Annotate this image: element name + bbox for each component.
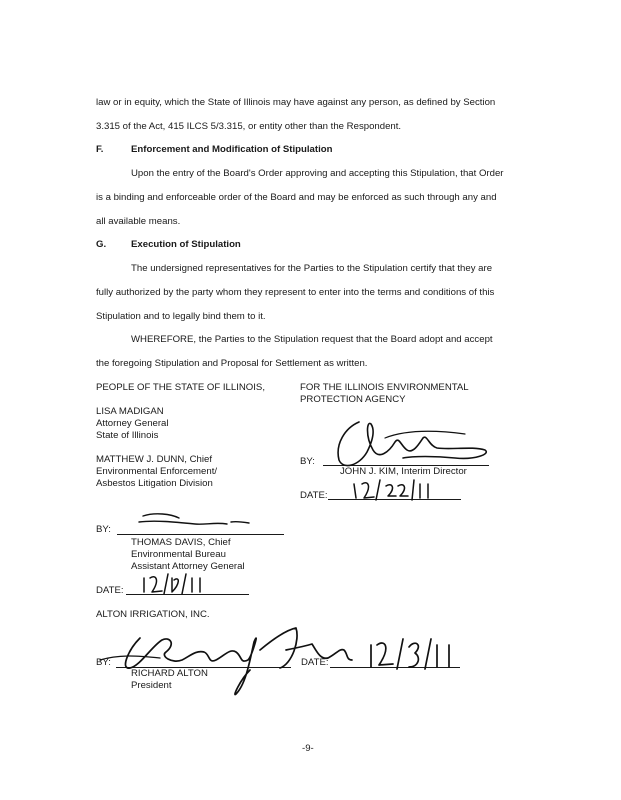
signatory-name: RICHARD ALTON bbox=[131, 668, 208, 679]
signatory-title: President bbox=[131, 680, 172, 691]
handwritten-date-davis bbox=[140, 572, 220, 596]
signatory-title: Environmental Enforcement/ bbox=[96, 466, 218, 477]
company-name: ALTON IRRIGATION, INC. bbox=[96, 609, 210, 620]
signatory-name: JOHN J. KIM, Interim Director bbox=[340, 466, 467, 477]
signatory-title: Environmental Bureau bbox=[131, 549, 226, 560]
signatory-title: Asbestos Litigation Division bbox=[96, 478, 213, 489]
date-label: DATE: bbox=[96, 585, 124, 596]
by-label: BY: bbox=[96, 524, 111, 535]
section-heading: Execution of Stipulation bbox=[131, 239, 241, 250]
signature-line bbox=[117, 534, 284, 535]
paragraph-line: is a binding and enforceable order of the Board and may be enforced as such through any and bbox=[96, 192, 497, 203]
party-left: PEOPLE OF THE STATE OF ILLINOIS, bbox=[96, 382, 265, 393]
paragraph-line: the foregoing Stipulation and Proposal for Settlement as written. bbox=[96, 358, 368, 369]
paragraph-line: all available means. bbox=[96, 216, 181, 227]
handwritten-date-alton bbox=[365, 637, 465, 671]
section-heading: Enforcement and Modification of Stipulation bbox=[131, 144, 333, 155]
paragraph-line: WHEREFORE, the Parties to the Stipulation request that the Board adopt and accept bbox=[131, 334, 493, 345]
signatory-name: LISA MADIGAN bbox=[96, 406, 164, 417]
handwritten-date-kim bbox=[350, 478, 440, 502]
signatory-title: Attorney General bbox=[96, 418, 169, 429]
section-number: F. bbox=[96, 144, 104, 155]
by-label: BY: bbox=[300, 456, 315, 467]
paragraph-line: Stipulation and to legally bind them to it. bbox=[96, 311, 266, 322]
signature-davis bbox=[135, 508, 255, 532]
paragraph-line: fully authorized by the party whom they represent to enter into the terms and conditions of this bbox=[96, 287, 495, 298]
party-right-line1: FOR THE ILLINOIS ENVIRONMENTAL bbox=[300, 382, 469, 393]
paragraph-line: law or in equity, which the State of Illinois may have against any person, as defined by Section bbox=[96, 97, 496, 108]
signatory-name: MATTHEW J. DUNN, Chief bbox=[96, 454, 213, 465]
party-right-line2: PROTECTION AGENCY bbox=[300, 394, 406, 405]
page-number: -9- bbox=[302, 743, 314, 754]
signatory-name: THOMAS DAVIS, Chief bbox=[131, 537, 231, 548]
paragraph-line: 3.315 of the Act, 415 ILCS 5/3.315, or entity other than the Respondent. bbox=[96, 121, 402, 132]
by-label: BY: bbox=[96, 657, 111, 668]
signatory-title: Assistant Attorney General bbox=[131, 561, 245, 572]
date-label: DATE: bbox=[300, 490, 328, 501]
paragraph-line: The undersigned representatives for the Parties to the Stipulation certify that they are bbox=[131, 263, 493, 274]
date-label: DATE: bbox=[301, 657, 329, 668]
section-number: G. bbox=[96, 239, 107, 250]
signatory-title: State of Illinois bbox=[96, 430, 159, 441]
paragraph-line: Upon the entry of the Board's Order approving and accepting this Stipulation, that Order bbox=[131, 168, 504, 179]
